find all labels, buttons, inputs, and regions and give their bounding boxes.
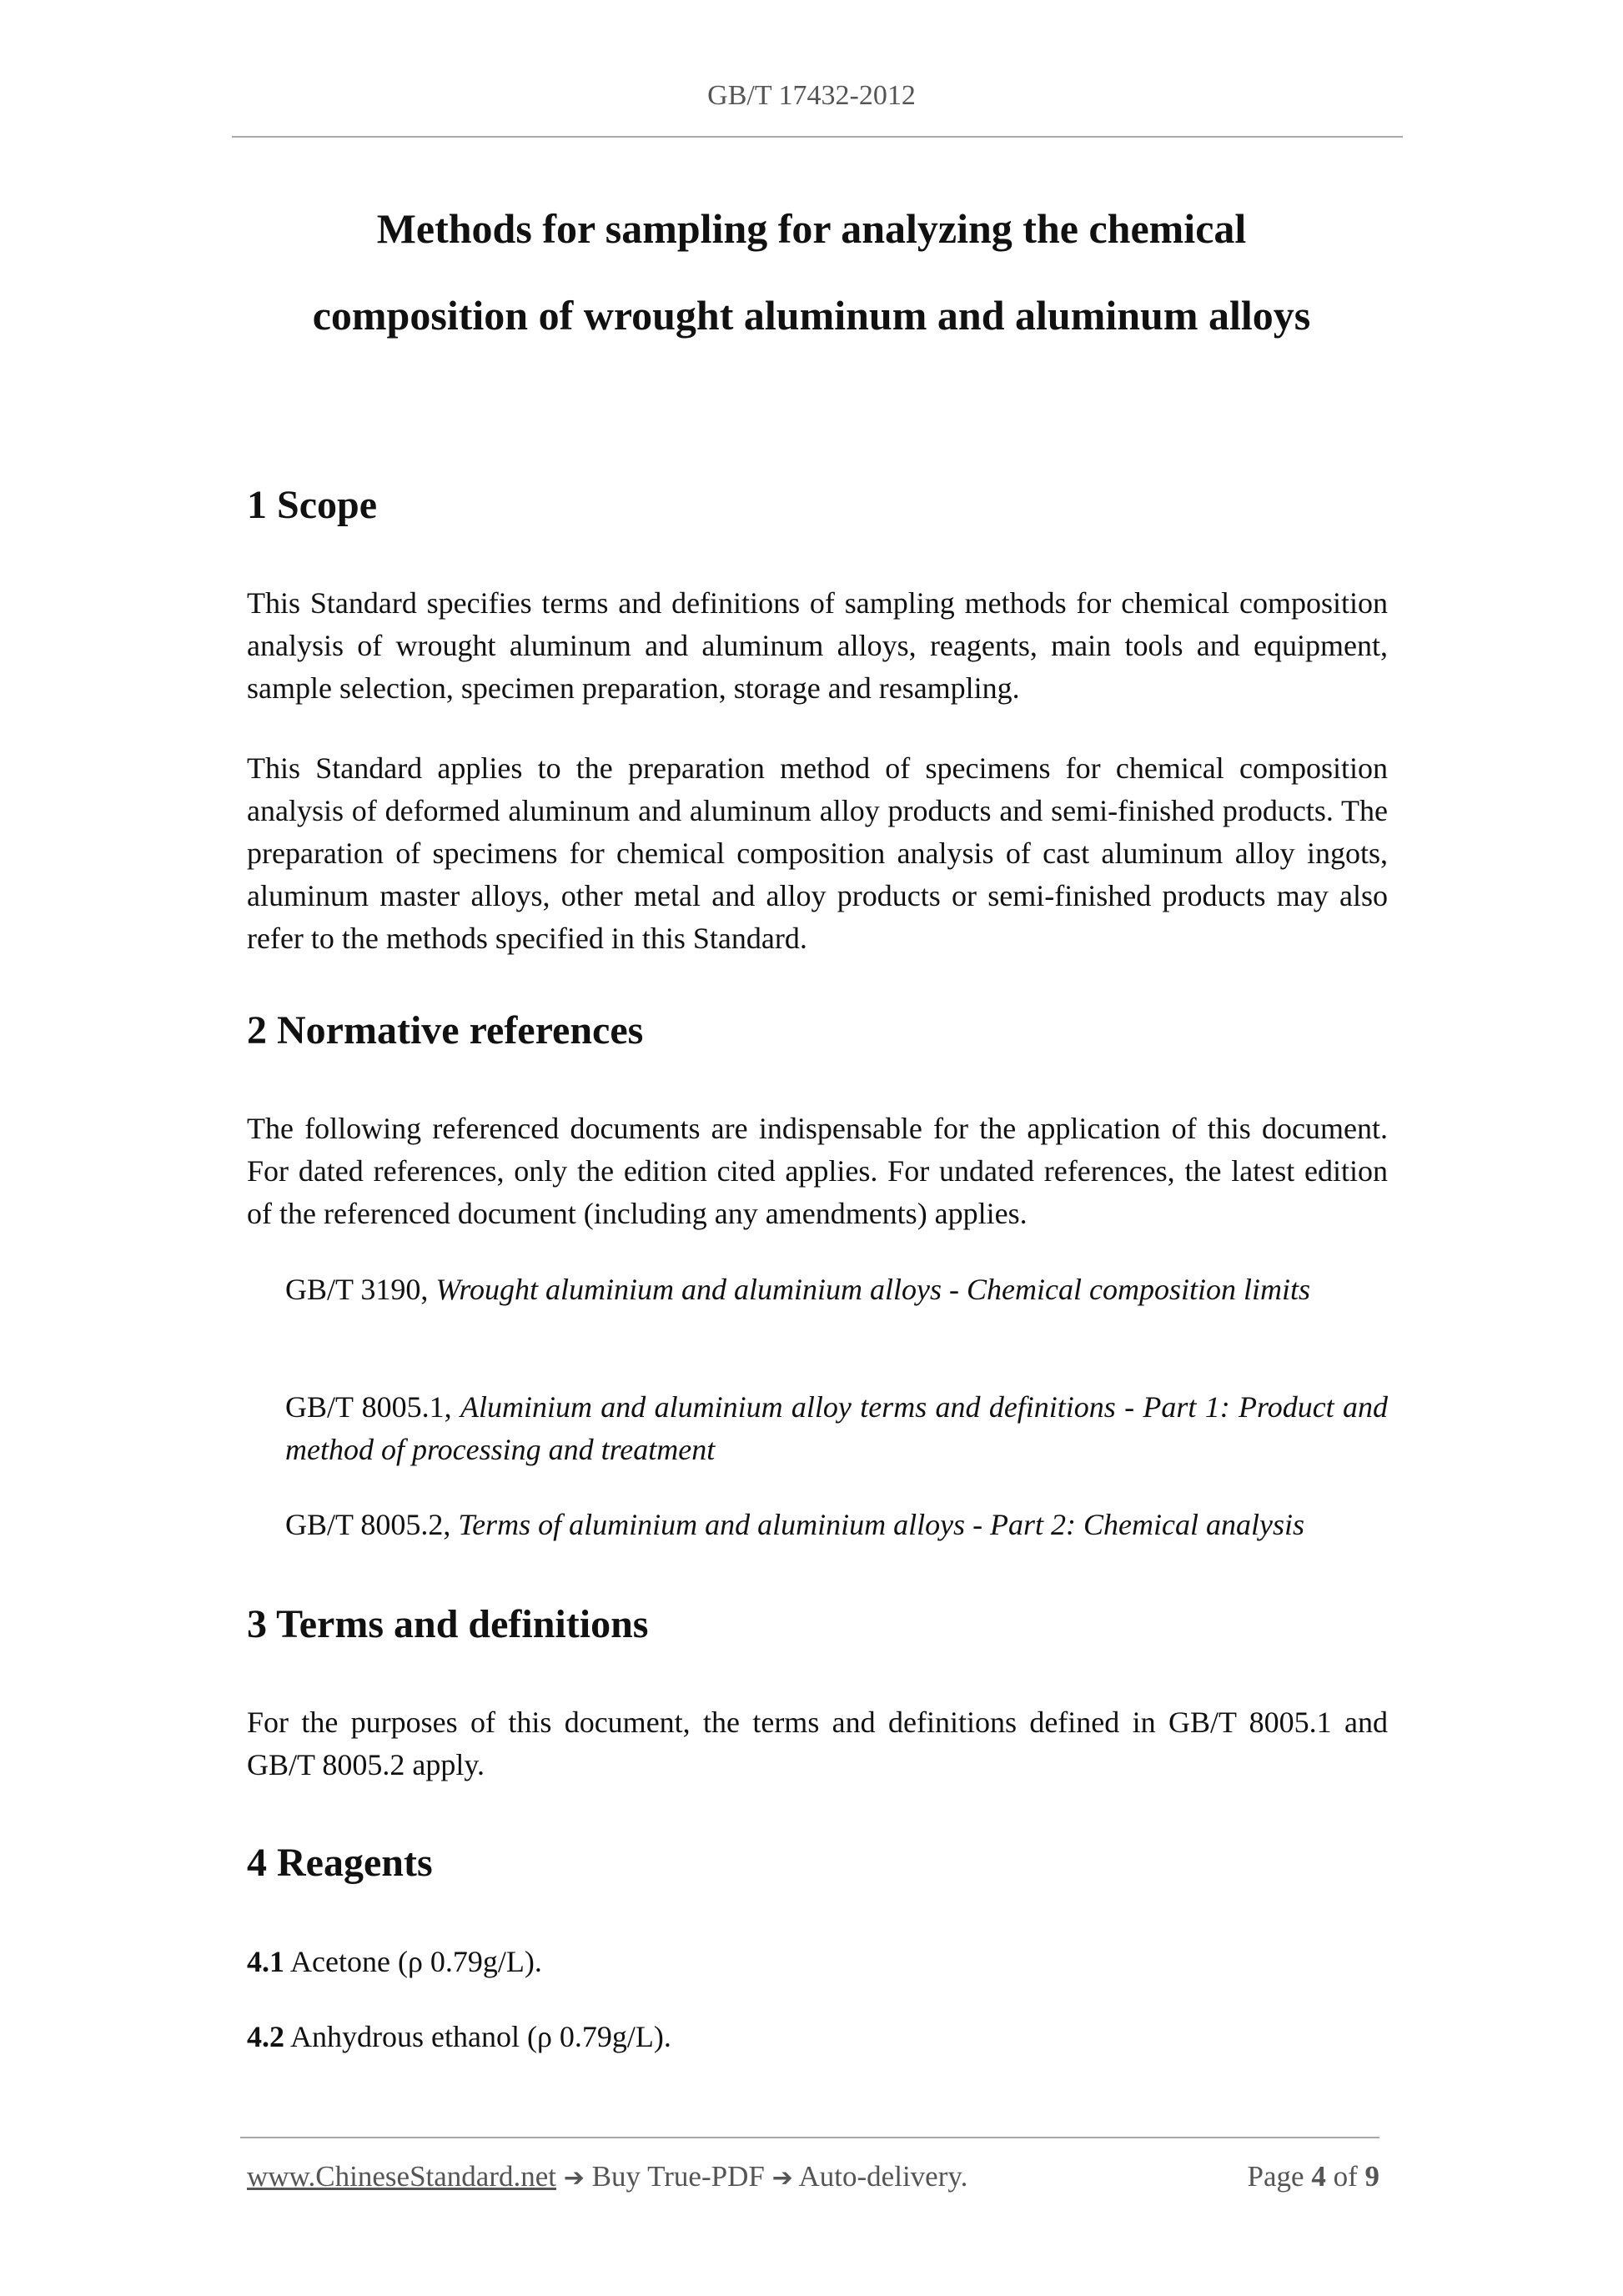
chinesestandard-link[interactable]: www.ChineseStandard.net — [247, 2160, 556, 2193]
title-line-2: composition of wrought aluminum and aluminum alloys — [312, 292, 1311, 339]
scope-paragraph-2: This Standard applies to the preparation method of specimens for chemical composition analysis of deformed aluminum and aluminum alloy products and semi-finished products. The preparation of specimens for chemical composition analysis of cast aluminum alloy ingots, aluminum master alloys, other metal and alloy products or semi-finished products may also refer to the methods specified in this Standard. — [247, 751, 1388, 955]
reference-title: Terms of aluminium and aluminium alloys - Part 2: Chemical analysis — [458, 1508, 1305, 1541]
section-heading-normative-references: 2 Normative references — [247, 1008, 644, 1053]
footer-divider — [240, 2137, 1379, 2138]
arrow-right-icon: ➔ — [771, 2163, 793, 2193]
page-total: 9 — [1364, 2160, 1379, 2193]
section-heading-terms-definitions: 3 Terms and definitions — [247, 1602, 649, 1646]
reagent-number: 4.1 — [247, 1945, 284, 1978]
terms-paragraph: For the purposes of this document, the terms and definitions defined in GB/T 8005.1 and GB/T 8005.2 apply. — [247, 1706, 1388, 1781]
normative-reference-item — [285, 1269, 1388, 1311]
normative-intro-paragraph: The following referenced documents are indispensable for the application of this document. For dated references, only the edition cited applies. For undated references, the latest edition of the referenced document (including any amendments) applies. — [247, 1112, 1388, 1230]
page-label: Page — [1247, 2160, 1304, 2193]
reference-code: GB/T 8005.2, — [285, 1508, 451, 1541]
page-footer — [247, 2160, 1379, 2193]
document-title — [0, 185, 1623, 359]
reagent-number: 4.2 — [247, 2020, 284, 2053]
section-heading-scope: 1 Scope — [247, 483, 377, 527]
arrow-right-icon: ➔ — [563, 2163, 585, 2193]
reference-title: Wrought aluminium and aluminium alloys - Chemical composition limits — [435, 1273, 1310, 1306]
header-divider — [232, 136, 1403, 138]
title-line-1: Methods for sampling for analyzing the chemical — [376, 205, 1247, 252]
scope-paragraph-1: This Standard specifies terms and definitions of sampling methods for chemical composition analysis of wrought aluminum and aluminum alloys, reagents, main tools and equipment, sample selection, specimen preparation, storage and resampling. — [247, 586, 1388, 705]
normative-reference-item — [285, 1386, 1388, 1471]
reagent-text: Anhydrous ethanol (ρ 0.79g/L). — [290, 2020, 671, 2053]
normative-reference-item — [285, 1504, 1388, 1546]
reagent-item — [247, 2016, 1388, 2058]
page-current: 4 — [1311, 2160, 1326, 2193]
page-of: of — [1333, 2160, 1358, 2193]
reagent-item — [247, 1941, 1388, 1983]
section-heading-reagents: 4 Reagents — [247, 1841, 433, 1885]
reference-code: GB/T 3190, — [285, 1273, 429, 1306]
footer-step-buy: Buy True-PDF — [591, 2160, 765, 2193]
reagent-text: Acetone (ρ 0.79g/L). — [290, 1945, 542, 1978]
reference-code: GB/T 8005.1, — [285, 1390, 452, 1424]
footer-step-delivery: Auto-delivery. — [798, 2160, 968, 2193]
page-number — [1248, 2160, 1379, 2193]
document-code-header: GB/T 17432-2012 — [707, 80, 916, 111]
reference-title: Aluminium and aluminium alloy terms and definitions - Part 1: Product and method of processing and treatment — [285, 1390, 1388, 1466]
footer-promo — [247, 2160, 967, 2193]
